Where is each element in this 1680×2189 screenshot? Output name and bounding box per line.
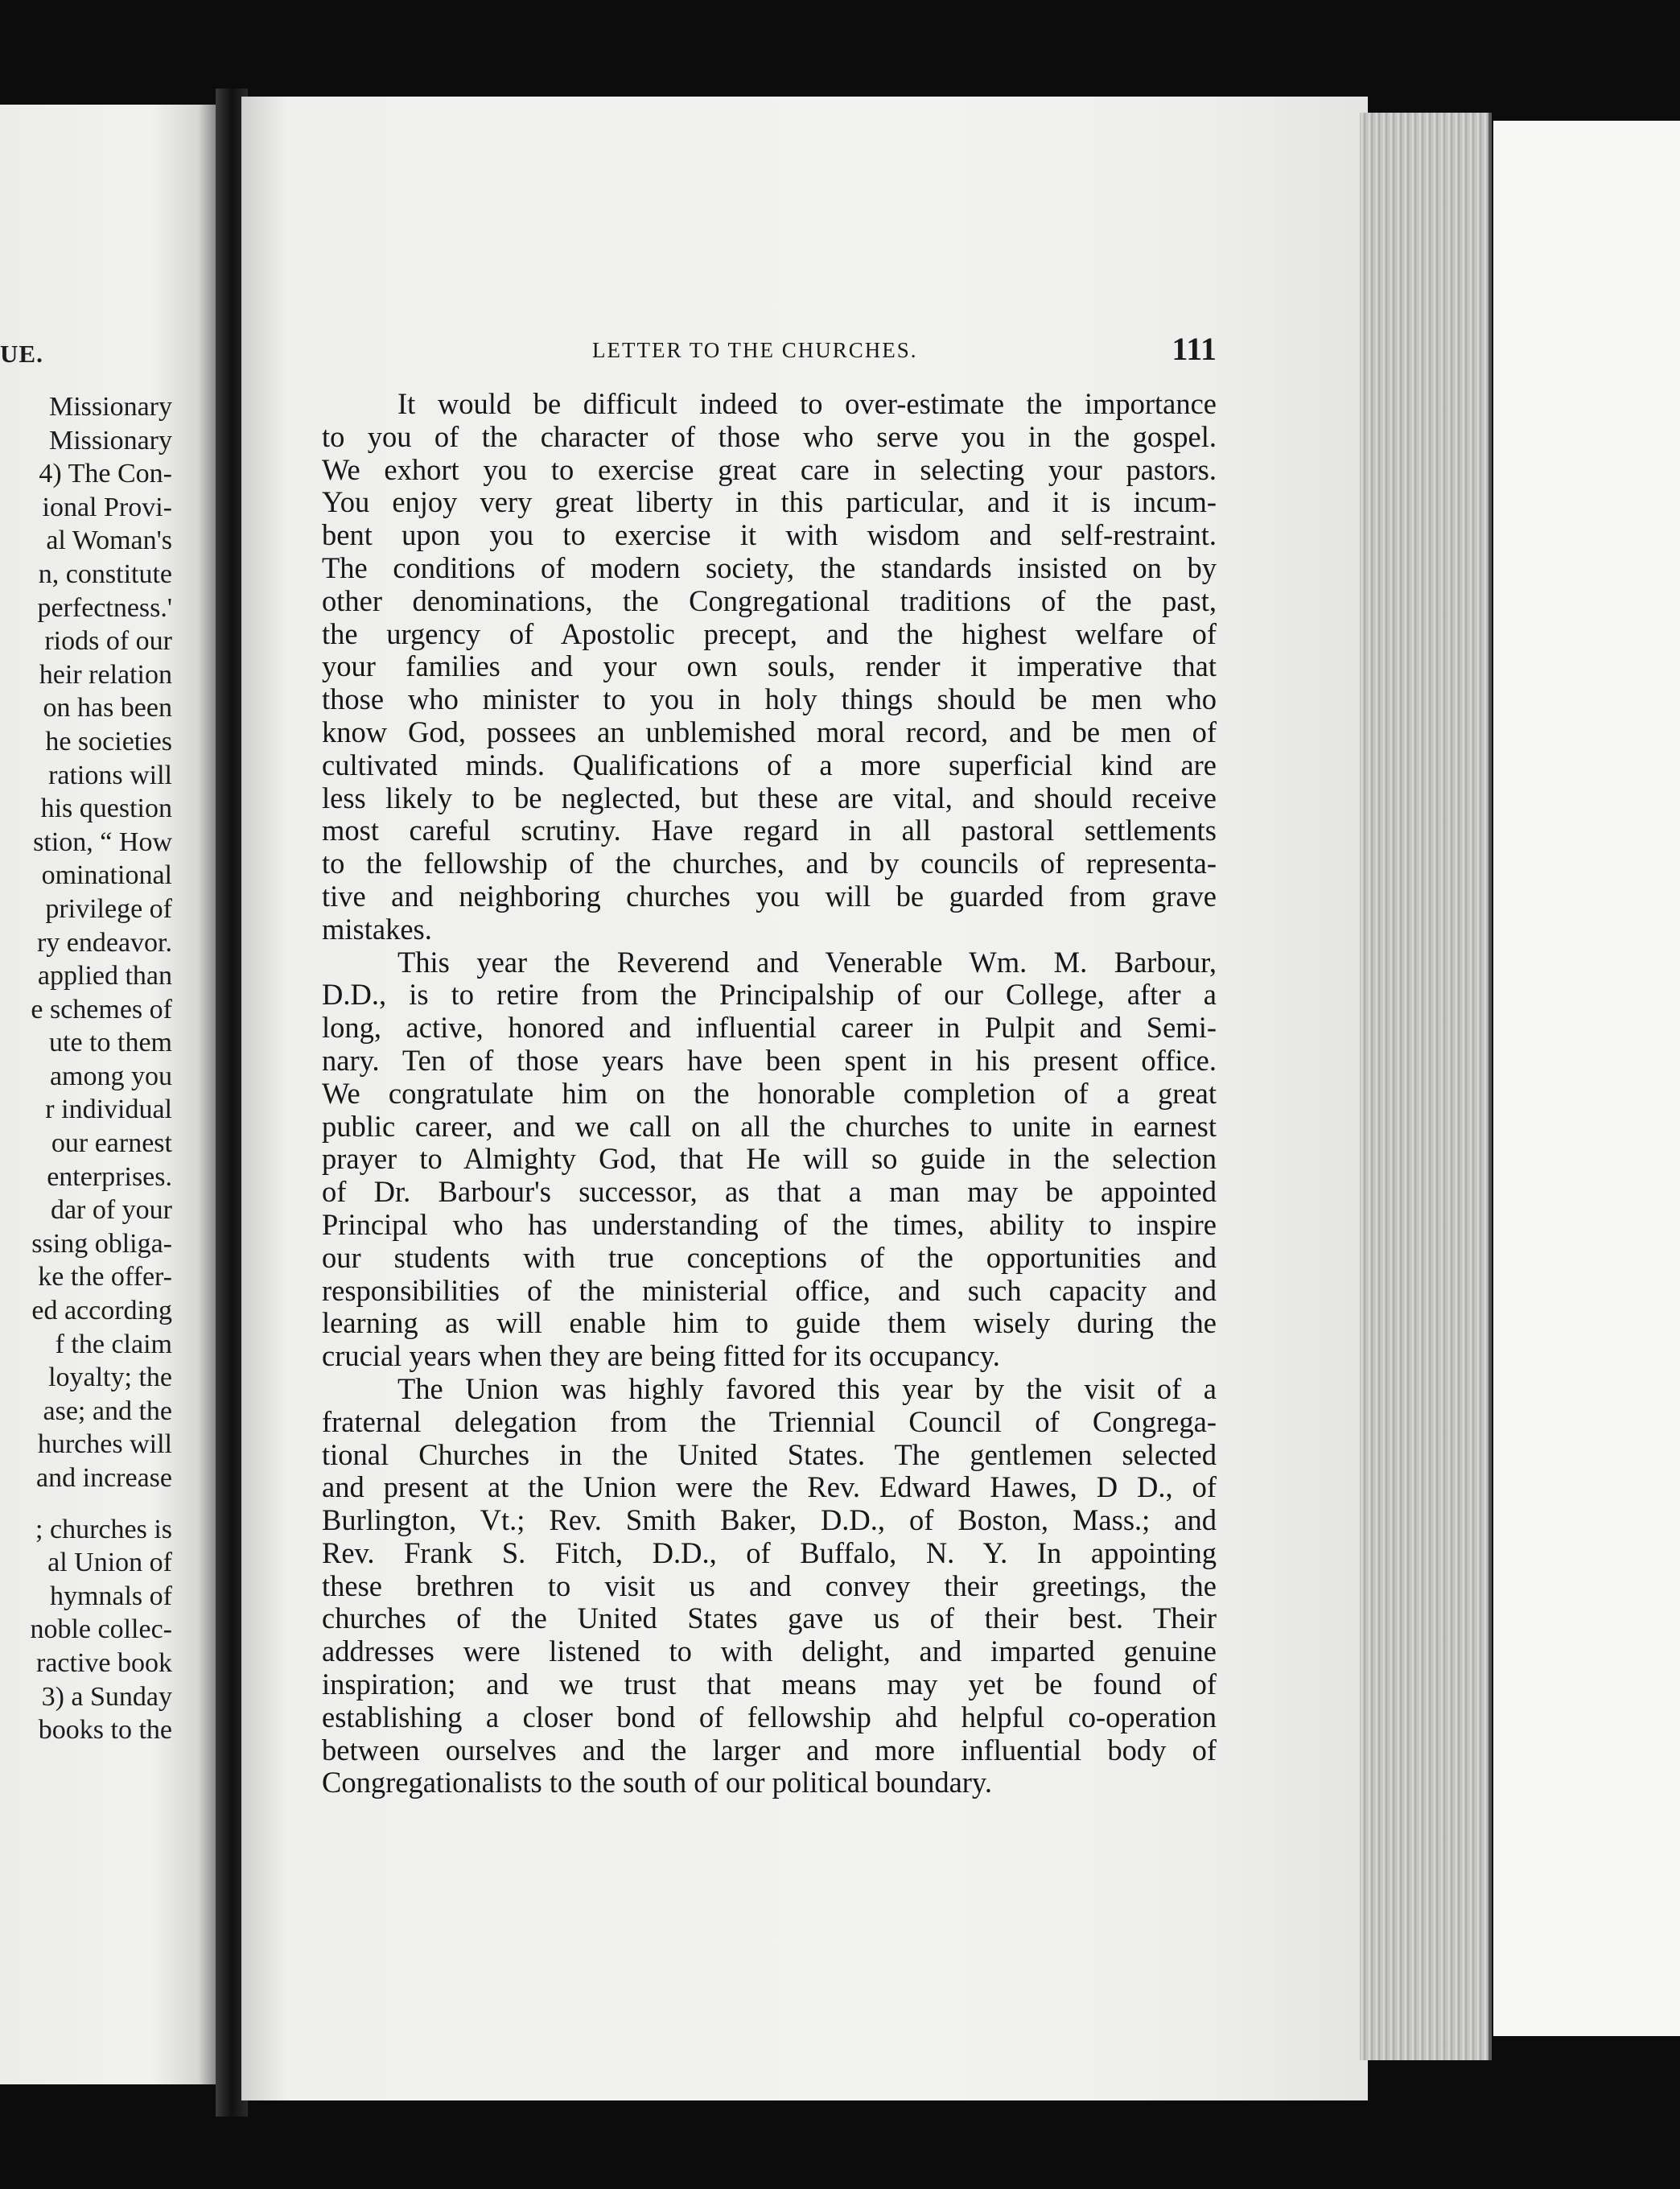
left-text-line: he societies xyxy=(45,726,172,756)
body-text-line: to the fellowship of the churches, and by councils of representa- xyxy=(322,847,1217,880)
left-text-line: al Union of xyxy=(47,1548,172,1578)
body-text-line: other denominations, the Congregational traditions of the past, xyxy=(322,583,1217,617)
left-text-line: f the claim xyxy=(55,1329,172,1359)
body-text-line: and present at the Union were the Rev. Edward Hawes, D D., of xyxy=(322,1470,1217,1504)
body-text-line: between ourselves and the larger and more influential body of xyxy=(322,1733,1217,1766)
left-text-line: ke the offer- xyxy=(38,1262,172,1292)
body-text-line: We exhort you to exercise great care in selecting your pastors. xyxy=(322,452,1217,486)
left-text-line: enterprises. xyxy=(47,1161,172,1192)
left-text-line: ase; and the xyxy=(43,1395,172,1426)
left-text-line: books to the xyxy=(38,1715,172,1746)
body-text-line: cultivated minds. Qualifications of a more superficial kind are xyxy=(322,748,1217,781)
left-text-line: ional Provi- xyxy=(42,492,172,522)
left-text-line: ed according xyxy=(31,1296,172,1326)
body-text-line: of Dr. Barbour's successor, as that a man may be appointed xyxy=(322,1175,1217,1209)
left-text-line: riods of our xyxy=(44,626,172,657)
body-text-line: those who minister to you in holy things should be men who xyxy=(322,682,1217,716)
left-page-text xyxy=(0,390,172,1747)
body-text-line: these brethren to visit us and convey their greetings, the xyxy=(322,1569,1217,1602)
left-text-line: ssing obliga- xyxy=(31,1228,172,1259)
body-text-line: The Union was highly favored this year by the visit of a xyxy=(397,1371,1217,1405)
running-head-title: LETTER TO THE CHURCHES. xyxy=(592,338,918,362)
left-text-line: among you xyxy=(49,1061,172,1091)
left-text-line: r individual xyxy=(45,1094,172,1125)
left-text-line: 4) The Con- xyxy=(39,459,172,489)
left-text-line: ; churches is xyxy=(35,1514,172,1544)
left-text-line: e schemes of xyxy=(31,994,172,1024)
body-text-line: to you of the character of those who serve you in the gospel. xyxy=(322,419,1217,453)
body-text-line: addresses were listened to with delight, and imparted genuine xyxy=(322,1635,1217,1668)
page-edges-stack xyxy=(1360,113,1492,2060)
body-text-line: tional Churches in the United States. The gentlemen selected xyxy=(322,1437,1217,1471)
left-text-line: 3) a Sunday xyxy=(41,1681,172,1712)
body-text-line: inspiration; and we trust that means may yet be found of xyxy=(322,1668,1217,1701)
left-text-line: and increase xyxy=(36,1463,172,1493)
body-text-line: Principal who has understanding of the times, ability to inspire xyxy=(322,1207,1217,1241)
body-text-line: churches of the United States gave us of their best. Their xyxy=(322,1602,1217,1635)
body-text-line: This year the Reverend and Venerable Wm. M. Barbour, xyxy=(397,945,1217,979)
left-text-line: noble collec- xyxy=(30,1614,172,1645)
left-text-line: hurches will xyxy=(37,1429,172,1460)
left-facing-page xyxy=(0,105,216,2084)
running-head xyxy=(322,331,1217,367)
body-text-line: Congregationalists to the south of our political boundary. xyxy=(322,1766,992,1799)
left-text-line: ractive book xyxy=(36,1647,172,1678)
left-text-line: hymnals of xyxy=(49,1581,172,1611)
left-text-line: al Woman's xyxy=(46,526,172,556)
left-text-line: n, constitute xyxy=(38,559,172,589)
body-text-line: long, active, honored and influential career in Pulpit and Semi- xyxy=(322,1011,1217,1045)
body-text-line: prayer to Almighty God, that He will so guide in the selection xyxy=(322,1142,1217,1176)
body-text-line: We congratulate him on the honorable completion of a great xyxy=(322,1076,1217,1110)
backing-sheet xyxy=(1493,121,1680,2036)
body-text-line: nary. Ten of those years have been spent in his present office. xyxy=(322,1043,1217,1077)
left-text-line: loyalty; the xyxy=(48,1362,172,1393)
left-text-line: ry endeavor. xyxy=(36,927,172,958)
left-text-line: rations will xyxy=(48,760,172,790)
left-running-head: UE. xyxy=(0,340,43,368)
body-text-line: It would be difficult indeed to over-estimate the importance xyxy=(397,387,1217,420)
left-text-line: ominational xyxy=(41,860,172,891)
left-text-line: on has been xyxy=(43,693,172,723)
body-text-line: establishing a closer bond of fellowship ahd helpful co-operation xyxy=(322,1700,1217,1733)
body-text-line: tive and neighboring churches you will be guarded from grave xyxy=(322,879,1217,913)
body-text-line: fraternal delegation from the Triennial Council of Congrega- xyxy=(322,1404,1217,1438)
body-text-line: the urgency of Apostolic precept, and the highest welfare of xyxy=(322,616,1217,650)
body-text-line: D.D., is to retire from the Principalship of our College, after a xyxy=(322,978,1217,1012)
left-text-line: Missionary xyxy=(49,425,172,456)
left-text-line: our earnest xyxy=(51,1128,172,1159)
page-body-text xyxy=(322,388,1217,1799)
body-text-line: The conditions of modern society, the standards insisted on by xyxy=(322,550,1217,584)
body-text-line: our students with true conceptions of the opportunities and xyxy=(322,1240,1217,1274)
body-text-line: your families and your own souls, render it imperative that xyxy=(322,649,1217,683)
left-text-line: heir relation xyxy=(39,659,172,690)
body-text-line: public career, and we call on all the churches to unite in earnest xyxy=(322,1109,1217,1143)
body-text-line: crucial years when they are being fitted for its occupancy. xyxy=(322,1339,1000,1373)
body-text-line: responsibilities of the ministerial office, and such capacity and xyxy=(322,1273,1217,1307)
body-text-line: less likely to be neglected, but these are vital, and should receive xyxy=(322,781,1217,814)
body-text-line: know God, possees an unblemished moral record, and be men of xyxy=(322,715,1217,748)
left-text-line: dar of your xyxy=(50,1195,172,1226)
page-number: 111 xyxy=(1171,331,1217,367)
body-text-line: bent upon you to exercise it with wisdom and self-restraint. xyxy=(322,518,1217,552)
body-text-line: mistakes. xyxy=(322,912,432,946)
left-text-line: applied than xyxy=(37,961,172,991)
body-text-line: Rev. Frank S. Fitch, D.D., of Buffalo, N. Y. In appointing xyxy=(322,1536,1217,1569)
body-text-line: most careful scrutiny. Have regard in all pastoral settlements xyxy=(322,814,1217,847)
left-text-line: Missionary xyxy=(49,392,172,422)
left-text-line: perfectness.' xyxy=(37,592,172,623)
body-text-line: Burlington, Vt.; Rev. Smith Baker, D.D., of Boston, Mass.; and xyxy=(322,1503,1217,1537)
body-text-line: learning as will enable him to guide them wisely during the xyxy=(322,1306,1217,1340)
left-text-line: his question xyxy=(40,794,172,824)
left-text-line: stion, “ How xyxy=(33,827,172,857)
left-text-line: privilege of xyxy=(45,893,172,924)
left-text-line: ute to them xyxy=(49,1028,172,1058)
body-text-line: You enjoy very great liberty in this particular, and it is incum- xyxy=(322,485,1217,519)
